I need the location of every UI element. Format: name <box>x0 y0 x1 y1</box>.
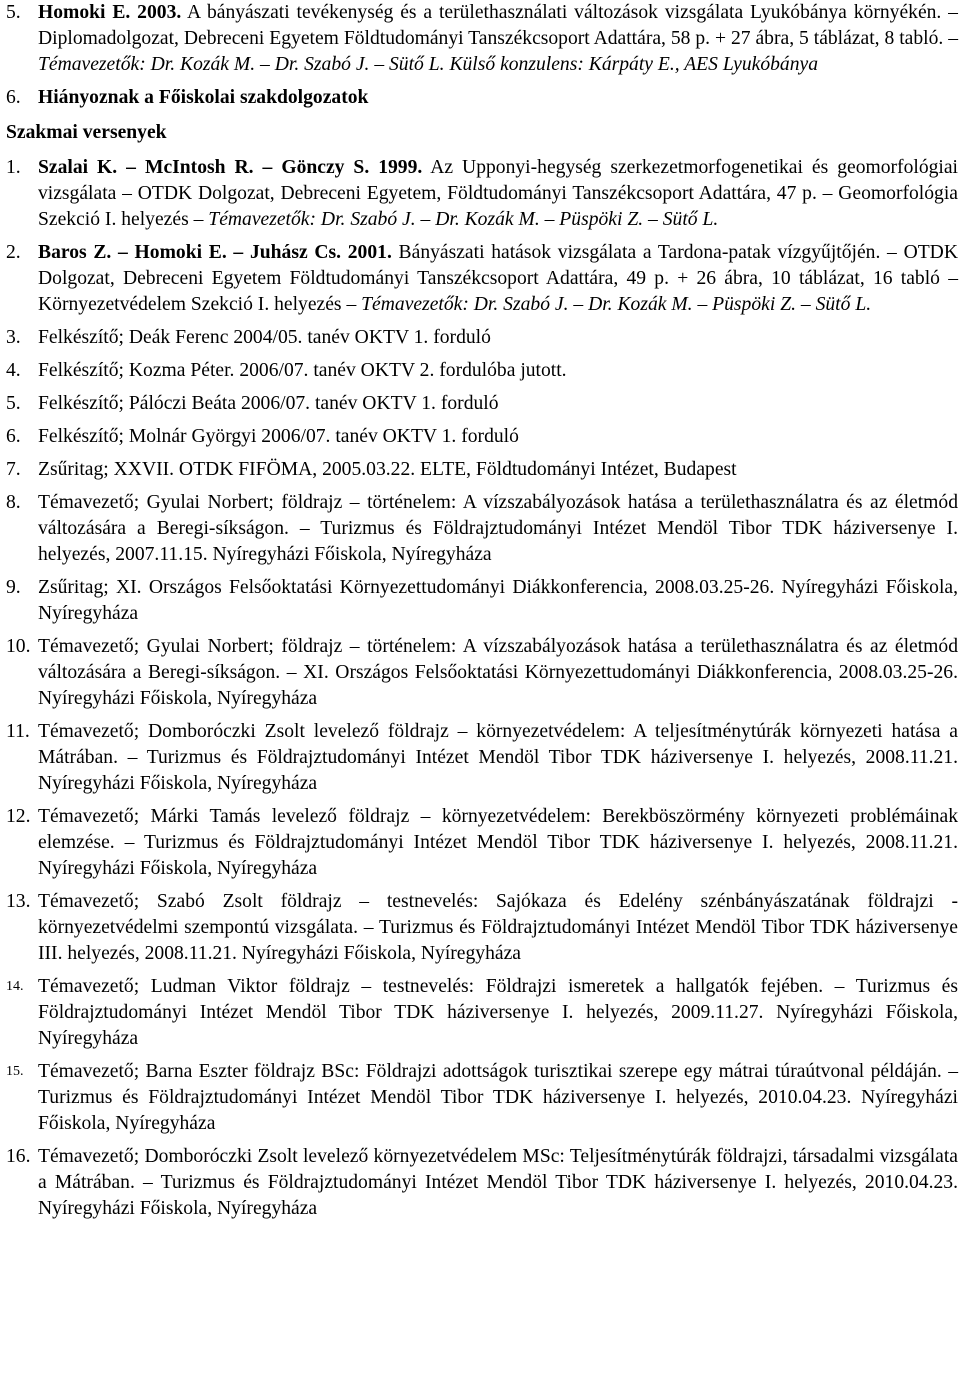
list-item <box>6 719 958 797</box>
list-item <box>6 0 958 78</box>
list-item <box>6 85 958 111</box>
text-segment: Témavezető; Márki Tamás levelező földrajz – környezetvédelem: Berekböszörmény környezeti problémáinak elemzése. – Turizmus és Földrajztudományi Intézet Mendöl Tibor TDK háziversenye I. helyezés, 2008.11.21. Nyíregyházi Főiskola, Nyíregyháza <box>38 806 958 879</box>
list-item-number: 9. <box>6 577 21 598</box>
list-item-text <box>38 240 958 318</box>
list-item <box>6 490 958 568</box>
list-item-number: 10. <box>6 636 31 657</box>
text-segment: Témavezető; Ludman Viktor földrajz – testnevelés: Földrajzi ismeretek a hallgatók fejében. – Turizmus és Földrajztudományi Intézet Mendöl Tibor TDK háziversenye I. helyezés, 2009.11.27. Nyíregyházi Főiskola, Nyíregyháza <box>38 976 958 1049</box>
list-item-number: 16. <box>6 1146 31 1167</box>
list-item <box>6 240 958 318</box>
list-item-text <box>38 575 958 627</box>
list-item-text <box>38 0 958 78</box>
list-item-text <box>38 1144 958 1222</box>
text-segment: Az Upponyi-hegység szerkezetmorfogenetikai és geomorfológiai vizsgálata – OTDK Dolgozat, Debreceni Egyetem, Földtudományi Tanszékcsoport Adattára, 47 p. – Geomorfológia Szekció I. helyezés – <box>38 157 958 230</box>
list-item <box>6 1059 958 1137</box>
text-segment: Témavezető; Barna Eszter földrajz BSc: Földrajzi adottságok turisztikai szerepe egy mátrai túraútvonal példáján. – Turizmus és Földrajztudományi Intézet Mendöl Tibor TDK háziversenye I. helyezés, 2010.04.23. Nyíregyházi Főiskola, Nyíregyháza <box>38 1061 958 1134</box>
list-item <box>6 974 958 1052</box>
document-page <box>6 0 958 1222</box>
text-segment: A bányászati tevékenység és a területhasználati változások vizsgálata Lyukóbánya környékén. – Diplomadolgozat, Debreceni Egyetem Földtudományi Tanszékcsoport Adattára, 58 p. + 27 ábra, 5 táblázat, 8 tabló. – <box>38 2 958 49</box>
list-item-number: 12. <box>6 806 31 827</box>
list-item-number: 11. <box>6 721 30 742</box>
list-item-text <box>38 85 958 111</box>
list-item-text <box>38 325 958 351</box>
list-item <box>6 889 958 967</box>
list-item-number: 5. <box>6 2 21 23</box>
text-segment: Felkészítő; Kozma Péter. 2006/07. tanév OKTV 2. fordulóba jutott. <box>38 360 567 381</box>
list-item-number: 5. <box>6 393 21 414</box>
list-item-text <box>38 490 958 568</box>
competition-list <box>6 155 958 1222</box>
text-segment: Témavezető; Szabó Zsolt földrajz – testnevelés: Sajókaza és Edelény szénbányászatának földrajzi - környezetvédelmi szempontú vizsgálata. – Turizmus és Földrajztudományi Intézet Mendöl Tibor TDK háziversenye III. helyezés, 2008.11.21. Nyíregyházi Főiskola, Nyíregyháza <box>38 891 958 964</box>
list-item-number: 15. <box>6 1064 24 1079</box>
text-segment: Témavezetők: Dr. Szabó J. – Dr. Kozák M. – Püspöki Z. – Sütő L. <box>208 209 719 230</box>
text-segment: Felkészítő; Pálóczi Beáta 2006/07. tanév OKTV 1. forduló <box>38 393 499 414</box>
list-item-number: 6. <box>6 426 21 447</box>
list-item-number: 8. <box>6 492 21 513</box>
text-segment: Témavezető; Domboróczki Zsolt levelező környezetvédelem MSc: Teljesítménytúrák földrajzi, társadalmi vizsgálata a Mátrában. – Turizmus és Földrajztudományi Intézet Mendöl Tibor TDK háziversenye I. helyezés, 2010.04.23. Nyíregyházi Főiskola, Nyíregyháza <box>38 1146 958 1219</box>
list-item <box>6 325 958 351</box>
list-item-text <box>38 424 958 450</box>
text-segment: Témavezetők: Dr. Kozák M. – Dr. Szabó J. – Sütő L. Külső konzulens: Kárpáty E., AES Lyukóbánya <box>38 54 819 75</box>
list-item-text <box>38 155 958 233</box>
list-item <box>6 424 958 450</box>
list-item-text <box>38 1059 958 1137</box>
list-item-number: 6. <box>6 87 21 108</box>
text-segment: Homoki E. 2003. <box>38 2 182 23</box>
list-item-text <box>38 974 958 1052</box>
text-segment: Zsűritag; XXVII. OTDK FIFÖMA, 2005.03.22. ELTE, Földtudományi Intézet, Budapest <box>38 459 737 480</box>
text-segment: Zsűritag; XI. Országos Felsőoktatási Környezettudományi Diákkonferencia, 2008.03.25-26. Nyíregyházi Főiskola, Nyíregyháza <box>38 577 958 624</box>
text-segment: Témavezető; Gyulai Norbert; földrajz – történelem: A vízszabályozások hatása a területhasználatra és az életmód változására a Beregi-síkságon. – XI. Országos Felsőoktatási Környezettudományi Diákkonferencia, 2008.03.25-26. Nyíregyházi Főiskola, Nyíregyháza <box>38 636 958 709</box>
list-item-text <box>38 634 958 712</box>
text-segment: Felkészítő; Molnár Györgyi 2006/07. tanév OKTV 1. forduló <box>38 426 519 447</box>
list-item-number: 4. <box>6 360 21 381</box>
list-item <box>6 634 958 712</box>
list-item-number: 14. <box>6 979 24 994</box>
text-segment: Témavezetők: Dr. Szabó J. – Dr. Kozák M. – Püspöki Z. – Sütő L. <box>361 294 872 315</box>
list-item <box>6 391 958 417</box>
text-segment: Bányászati hatások vizsgálata a Tardona-patak vízgyűjtőjén. – OTDK Dolgozat, Debreceni Egyetem Földtudományi Tanszékcsoport Adattára, 49 p. + 26 ábra, 10 táblázat, 16 tabló – Környezetvédelem Szekció I. helyezés – <box>38 242 958 315</box>
section-heading: Szakmai versenyek <box>6 122 167 143</box>
text-segment: Baros Z. – Homoki E. – Juhász Cs. 2001. <box>38 242 392 263</box>
list-item-number: 1. <box>6 157 21 178</box>
list-item <box>6 804 958 882</box>
list-item-text <box>38 719 958 797</box>
list-item <box>6 155 958 233</box>
text-segment: Témavezető; Domboróczki Zsolt levelező földrajz – környezetvédelem: A teljesítménytúrák környezeti hatása a Mátrában. – Turizmus és Földrajztudományi Intézet Mendöl Tibor TDK háziversenye I. helyezés, 2008.11.21. Nyíregyházi Főiskola, Nyíregyháza <box>38 721 958 794</box>
list-item <box>6 358 958 384</box>
list-item <box>6 575 958 627</box>
list-item-text <box>38 804 958 882</box>
list-item <box>6 1144 958 1222</box>
text-segment: Hiányoznak a Főiskolai szakdolgozatok <box>38 87 369 108</box>
list-item <box>6 457 958 483</box>
list-item-number: 2. <box>6 242 21 263</box>
list-item-text <box>38 391 958 417</box>
list-item-text <box>38 358 958 384</box>
list-item-number: 3. <box>6 327 21 348</box>
top-list <box>6 0 958 111</box>
list-item-text <box>38 457 958 483</box>
text-segment: Szalai K. – McIntosh R. – Gönczy S. 1999. <box>38 157 423 178</box>
list-item-number: 7. <box>6 459 21 480</box>
text-segment: Témavezető; Gyulai Norbert; földrajz – történelem: A vízszabályozások hatása a területhasználatra és az életmód változására a Beregi-síkságon. – Turizmus és Földrajztudományi Intézet Mendöl Tibor TDK háziversenye I. helyezés, 2007.11.15. Nyíregyházi Főiskola, Nyíregyháza <box>38 492 958 565</box>
list-item-text <box>38 889 958 967</box>
text-segment: Felkészítő; Deák Ferenc 2004/05. tanév OKTV 1. forduló <box>38 327 491 348</box>
list-item-number: 13. <box>6 891 31 912</box>
